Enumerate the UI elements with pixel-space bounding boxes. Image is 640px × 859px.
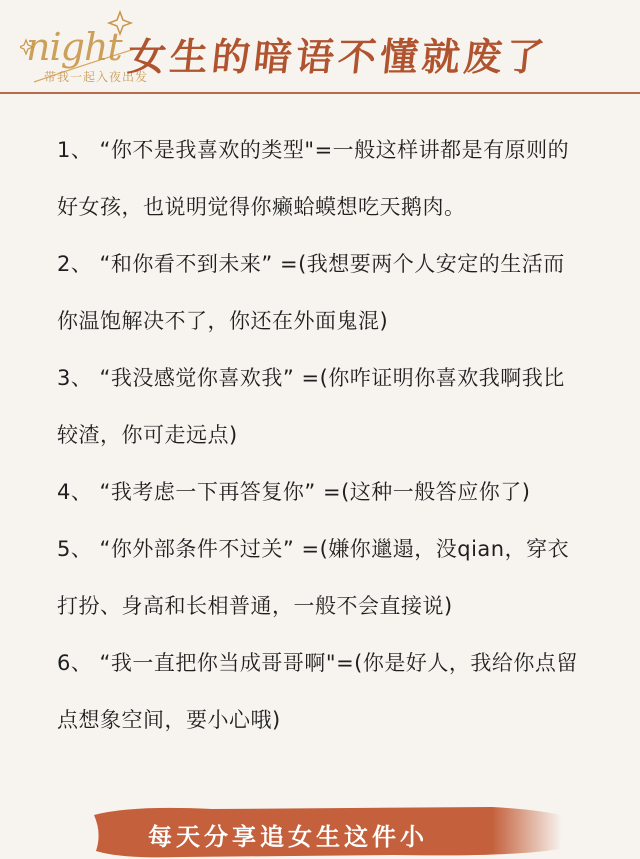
logo-wordmark: night	[26, 25, 122, 69]
item-1-line-2: 好女孩，也说明觉得你癞蛤蟆想吃天鹅肉。	[57, 195, 466, 219]
item-6-line-1: 6、 “我一直把你当成哥哥啊"=(你是好人，我给你点留	[57, 651, 578, 675]
tips-list	[57, 140, 617, 767]
page-title: 女生的暗语不懂就废了	[125, 34, 551, 79]
logo-tagline: 带我一起入夜出发	[44, 70, 149, 84]
item-4-line-1: 4、 “我考虑一下再答复你” =(这种一般答应你了)	[57, 480, 531, 504]
item-3-line-2: 较渣，你可走远点)	[57, 423, 238, 447]
night-logo	[20, 8, 149, 92]
item-6-line-2: 点想象空间，要小心哦)	[57, 708, 281, 732]
item-5-line-2: 打扮、身高和长相普通，一般不会直接说)	[57, 594, 453, 618]
item-1-line-1: 1、 “你不是我喜欢的类型"=一般这样讲都是有原则的	[57, 138, 570, 162]
item-2-line-2: 你温饱解决不了，你还在外面鬼混)	[57, 309, 389, 333]
item-2-line-1: 2、 “和你看不到未来” =(我想要两个人安定的生活而	[57, 252, 565, 276]
header-divider	[0, 92, 640, 94]
header	[0, 0, 640, 96]
item-3-line-1: 3、 “我没感觉你喜欢我” =(你咋证明你喜欢我啊我比	[57, 366, 565, 390]
footer-text: 每天分享追女生这件小	[148, 822, 428, 851]
item-5-line-1: 5、 “你外部条件不过关” =(嫌你邋遢，没qian，穿衣	[57, 537, 570, 561]
footer-banner	[92, 805, 562, 859]
footer-fade	[492, 805, 562, 859]
